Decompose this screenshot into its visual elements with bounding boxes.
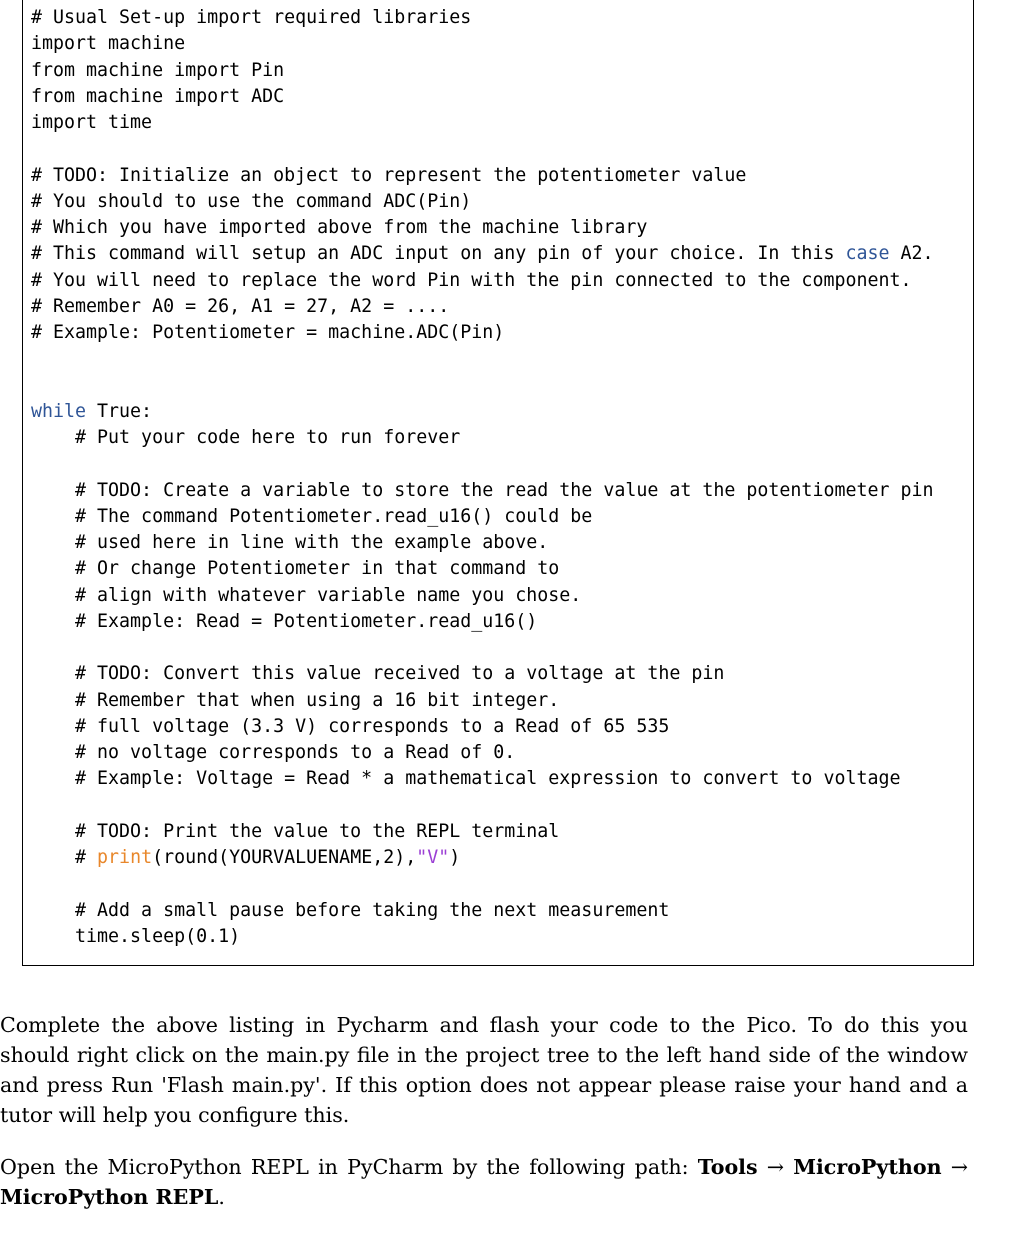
code-line [31,871,934,897]
code-line [31,688,934,714]
code-token: import time [31,112,153,133]
code-token: # Which you have imported above from the machine library [31,217,648,238]
code-block [31,5,934,950]
code-line [31,740,934,766]
code-token: A2. [889,243,934,265]
code-token: # This command will setup an ADC input on any pin of your choice. In this [31,243,846,265]
code-line [31,583,934,609]
menu-path-micropython: MicroPython [793,1155,942,1179]
code-token: ) [449,847,461,868]
code-token: # Example: Read = Potentiometer.read_u16() [31,610,538,632]
code-line [31,399,934,425]
code-line [31,635,934,661]
code-line [31,373,934,399]
code-line [31,136,934,162]
code-line [31,451,934,477]
code-token: from machine import ADC [31,85,285,107]
code-line [31,268,934,294]
code-token: True: [86,400,153,422]
code-listing [22,0,974,966]
code-token: # TODO: Create a variable to store the read the value at the potentiometer pin [31,479,934,501]
code-line [31,241,934,267]
code-line [31,31,934,57]
code-token: # You will need to replace the word Pin with the pin connected to the component. [31,269,912,291]
code-line [31,346,934,372]
repl-instructions-suffix: . [218,1185,225,1209]
code-line [31,793,934,819]
code-token: # align with whatever variable name you chose. [31,584,582,606]
code-token: # TODO: Print the value to the REPL terminal [31,820,560,842]
code-line [31,478,934,504]
code-line [31,84,934,110]
flash-instructions-paragraph: Complete the above listing in Pycharm and flash your code to the Pico. To do this you should right click on the main.py file in the project tree to the left hand side of the window and press Run 'Flash main.py'. If this option does not appear please raise your hand and a tutor will help you configure this. [0,1013,968,1127]
code-line [31,609,934,635]
code-line [31,425,934,451]
menu-path-micropython-repl: MicroPython REPL [0,1185,219,1209]
code-token: # no voltage corresponds to a Read of 0. [31,742,516,763]
code-token: # Example: Voltage = Read * a mathematical expression to convert to voltage [31,768,901,790]
code-token: # Or change Potentiometer in that command to [31,558,560,580]
code-line [31,845,934,871]
code-line [31,898,934,924]
code-token: # TODO: Initialize an object to represent the potentiometer value [31,164,747,186]
code-line [31,110,934,136]
code-token: # [31,847,98,868]
code-line [31,215,934,241]
code-line [31,766,934,792]
code-token: # Remember A0 = 26, A1 = 27, A2 = .... [31,295,450,317]
right-arrow-icon: → [941,1155,968,1179]
code-line [31,714,934,740]
code-line [31,819,934,845]
code-token: # full voltage (3.3 V) corresponds to a Read of 65 535 [31,715,670,737]
right-arrow-icon: → [757,1155,794,1179]
code-line [31,924,934,950]
code-token: # You should to use the command ADC(Pin) [31,190,472,212]
code-line [31,189,934,215]
repl-instructions-prefix: Open the MicroPython REPL in PyCharm by the following path: [0,1155,698,1179]
code-token: (round(YOURVALUENAME,2), [152,847,417,868]
code-line [31,504,934,530]
code-token: # The command Potentiometer.read_u16() could be [31,505,593,527]
code-token: from machine import Pin [31,59,285,81]
code-token: import machine [31,33,186,55]
instructions [0,1010,968,1234]
code-token: case [845,243,890,265]
code-token: # Add a small pause before taking the next measurement [31,899,670,921]
code-token: # Remember that when using a 16 bit integer. [31,689,560,711]
code-line [31,5,934,31]
code-line [31,58,934,84]
code-line [31,294,934,320]
code-line [31,530,934,556]
code-token: # Usual Set-up import required libraries [31,7,472,28]
code-line [31,556,934,582]
code-token: # used here in line with the example above. [31,532,549,553]
code-line [31,320,934,346]
code-line [31,661,934,687]
code-token: # Example: Potentiometer = machine.ADC(Pin) [31,322,505,343]
code-token: # TODO: Convert this value received to a voltage at the pin [31,663,725,685]
code-token: time.sleep(0.1) [31,925,241,947]
code-token: print [97,847,153,868]
menu-path-tools: Tools [697,1155,758,1179]
code-token: "V" [416,847,450,868]
code-token: while [31,400,87,422]
code-line [31,163,934,189]
repl-instructions-paragraph [0,1152,968,1212]
code-token: # Put your code here to run forever [31,427,461,448]
